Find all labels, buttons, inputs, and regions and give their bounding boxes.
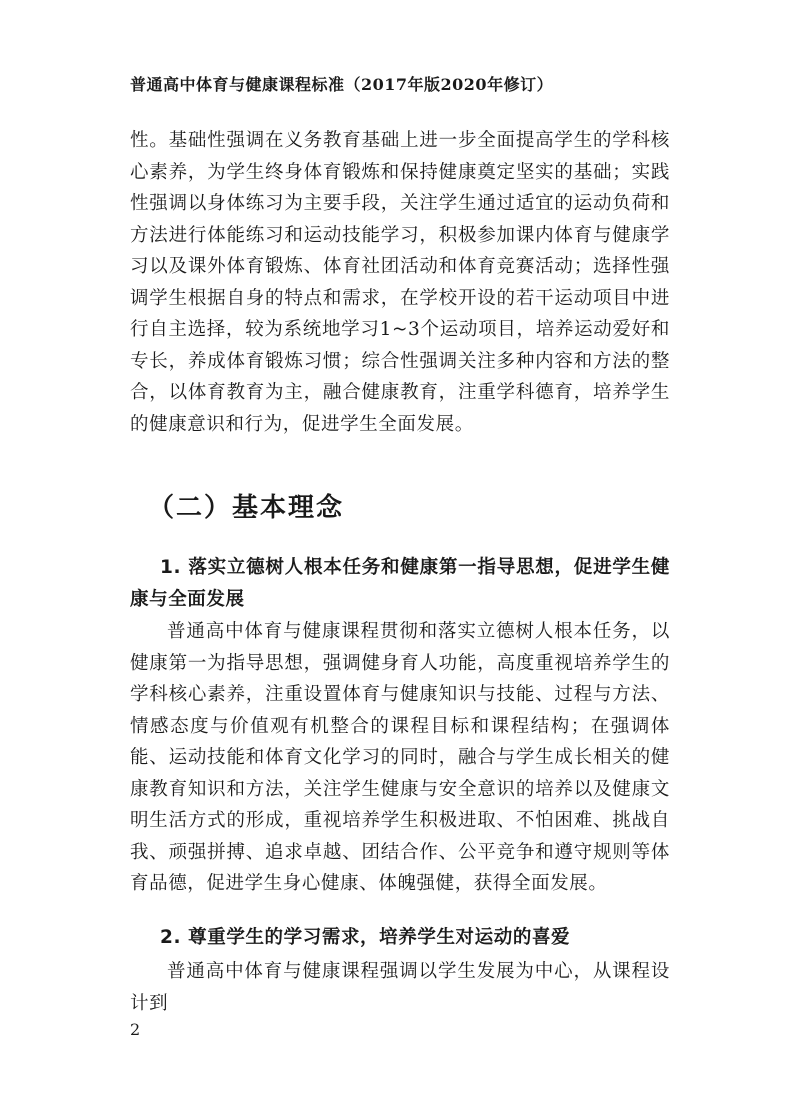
page-number: 2 [130, 1020, 141, 1039]
body-paragraph: 性。基础性强调在义务教育基础上进一步全面提高学生的学科核心素养，为学生终身体育锻炼和保持健康奠定坚实的基础；实践性强调以身体练习为主要手段，关注学生通过适宜的运动负荷和方法进行体能练习和运动技能学习，积极参加课内体育与健康学习以及课外体育锻炼、体育社团活动和体育竞赛活动；选择性强调学生根据自身的特点和需求，在学校开设的若干运动项目中进行自主选择，较为系统地学习1~3个运动项目，培养运动爱好和专长，养成体育锻炼习惯；综合性强调关注多种内容和方法的整合，以体育教育为主，融合健康教育，注重学科德育，培养学生的健康意识和行为，促进学生全面发展。 [130, 130, 670, 435]
subsection-heading: 2. 尊重学生的学习需求，培养学生对运动的喜爱 [160, 927, 571, 948]
subsection-heading: 1. 落实立德树人根本任务和健康第一指导思想，促进学生健康与全面发展 [130, 557, 670, 610]
running-title: 普通高中体育与健康课程标准（2017年版2020年修订） [130, 75, 554, 94]
section-heading: （二）基本理念 [148, 493, 345, 523]
body-paragraph: 普通高中体育与健康课程贯彻和落实立德树人根本任务，以健康第一为指导思想，强调健身育人功能，高度重视培养学生的学科核心素养，注重设置体育与健康知识与技能、过程与方法、情感态度与价值观有机整合的课程目标和课程结构；在强调体能、运动技能和体育文化学习的同时，融合与学生成长相关的健康教育知识和方法，关注学生健康与安全意识的培养以及健康文明生活方式的形成，重视培养学生积极进取、不怕困难、挑战自我、顽强拼搏、追求卓越、团结合作、公平竞争和遵守规则等体育品德，促进学生身心健康、体魄强健，获得全面发展。 [130, 621, 670, 894]
body-paragraph: 普通高中体育与健康课程强调以学生发展为中心，从课程设计到 [130, 961, 670, 1014]
